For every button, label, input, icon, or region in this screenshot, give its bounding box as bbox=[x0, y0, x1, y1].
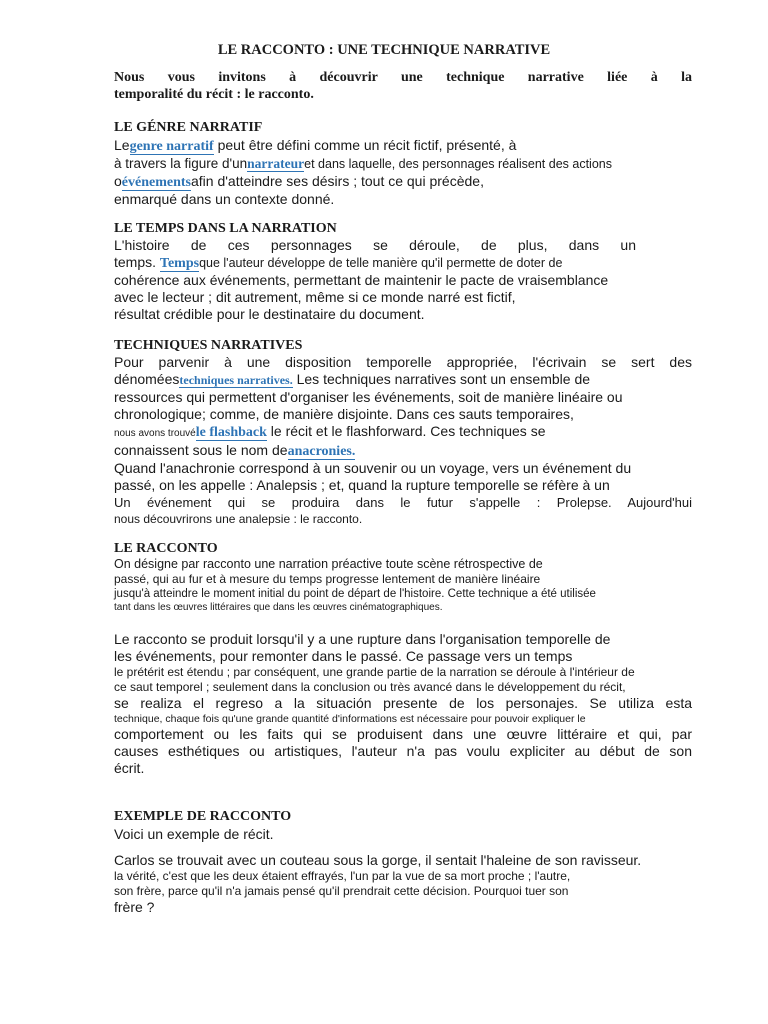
section-techniques bbox=[114, 338, 692, 528]
flashback-link[interactable]: le flashback bbox=[195, 425, 267, 440]
text-run: et dans laquelle, des personnages réalisent des actions bbox=[304, 157, 612, 171]
section-heading: LE TEMPS DANS LA NARRATION bbox=[114, 221, 337, 236]
evenements-link[interactable]: événements bbox=[121, 175, 191, 190]
body-line: son frère, parce qu'il n'a jamais pensé qu'il prendrait cette décision. Pourquoi tuer son bbox=[114, 884, 569, 898]
body-line: comportement ou les faits qui se produisent dans une œuvre littéraire et qui, par bbox=[114, 726, 692, 742]
body-line: L'histoire de ces personnages se déroule, de plus, dans un bbox=[114, 237, 636, 253]
temps-link[interactable]: Temps bbox=[159, 256, 200, 271]
body-line bbox=[114, 173, 692, 191]
body-line: enmarqué dans un contexte donné. bbox=[114, 191, 335, 207]
body-line: Pour parvenir à une disposition temporelle appropriée, l'écrivain se sert des bbox=[114, 354, 692, 370]
body-line: cohérence aux événements, permettant de maintenir le pacte de vraisemblance bbox=[114, 272, 609, 288]
body-line: passé, qui au fur et à mesure du temps progresse lentement de manière linéaire bbox=[114, 572, 541, 586]
section-body bbox=[114, 354, 692, 528]
body-line: causes esthétiques ou artistiques, l'auteur n'a pas voulu expliciter au début de son bbox=[114, 743, 692, 759]
section-body bbox=[114, 826, 692, 916]
section-racconto bbox=[114, 541, 692, 777]
text-run: o bbox=[114, 173, 122, 189]
intro-paragraph bbox=[114, 69, 692, 103]
text-run: le récit et le flashforward. Ces techniques se bbox=[266, 423, 546, 439]
body-line: Un événement qui se produira dans le futur s'appelle : Prolepse. Aujourd'hui bbox=[114, 495, 692, 510]
section-body bbox=[114, 557, 692, 614]
body-line: Voici un exemple de récit. bbox=[114, 826, 274, 842]
text-run: que l'auteur développe de telle manière qu'il permette de doter de bbox=[199, 256, 563, 270]
body-line: écrit. bbox=[114, 760, 145, 776]
section-heading: TECHNIQUES NARRATIVES bbox=[114, 338, 303, 353]
body-line bbox=[114, 423, 692, 442]
body-line: se realiza el regreso a la situación presente de los personajes. Se utiliza esta bbox=[114, 695, 692, 711]
section-body bbox=[114, 137, 692, 208]
body-line: Quand l'anachronie correspond à un souvenir ou un voyage, vers un événement du bbox=[114, 460, 632, 476]
text-run: afin d'atteindre ses désirs ; tout ce qui précède, bbox=[191, 173, 484, 189]
body-line: On désigne par racconto une narration préactive toute scène rétrospective de bbox=[114, 557, 543, 571]
body-line: passé, on les appelle : Analepsis ; et, quand la rupture temporelle se réfère à un bbox=[114, 477, 610, 493]
body-line bbox=[114, 371, 692, 389]
text-run: connaissent sous le nom de bbox=[114, 442, 288, 458]
section-heading: EXEMPLE DE RACCONTO bbox=[114, 809, 292, 824]
body-line: nous découvrirons une analepsie : le racconto. bbox=[114, 512, 363, 526]
body-line: chronologique; comme, de manière disjointe. Dans ces sauts temporaires, bbox=[114, 406, 574, 422]
text-run: temps. bbox=[114, 254, 160, 270]
section-heading: LE RACCONTO bbox=[114, 541, 218, 556]
intro-line-2: temporalité du récit : le racconto. bbox=[114, 87, 314, 102]
genre-narratif-link[interactable]: genre narratif bbox=[129, 139, 214, 154]
body-line bbox=[114, 442, 692, 460]
body-line: ce saut temporel ; seulement dans la conclusion ou très avancé dans le développement du récit, bbox=[114, 680, 626, 694]
body-line bbox=[114, 137, 692, 155]
text-run: nous avons trouvé bbox=[114, 428, 196, 439]
body-line bbox=[114, 254, 692, 272]
body-line: Le racconto se produit lorsqu'il y a une rupture dans l'organisation temporelle de bbox=[114, 631, 611, 647]
body-line: ressources qui permettent d'organiser les événements, soit de manière linéaire ou bbox=[114, 389, 623, 405]
section-body bbox=[114, 237, 692, 323]
body-line: la vérité, c'est que les deux étaient effrayés, l'un par la vue de sa mort proche ; l'autre, bbox=[114, 869, 571, 883]
text-run: dénomées bbox=[114, 371, 180, 387]
section-heading: LE GÉNRE NARRATIF bbox=[114, 120, 263, 135]
text-run: Le bbox=[114, 137, 130, 153]
section-genre-narratif bbox=[114, 120, 692, 208]
text-run: à travers la figure d'un bbox=[114, 156, 248, 171]
body-line: résultat crédible pour le destinataire du document. bbox=[114, 306, 425, 322]
text-run: peut être défini comme un récit fictif, présenté, à bbox=[213, 137, 517, 153]
body-line: Carlos se trouvait avec un couteau sous la gorge, il sentait l'haleine de son ravisseur. bbox=[114, 852, 642, 868]
intro-line-1: Nous vous invitons à découvrir une technique narrative liée à la bbox=[114, 70, 692, 85]
document-title: LE RACCONTO : UNE TECHNIQUE NARRATIVE bbox=[217, 42, 551, 58]
body-line bbox=[114, 155, 692, 173]
body-line: jusqu'à atteindre le moment initial du point de départ de l'histoire. Cette technique a été utilisée bbox=[114, 588, 596, 600]
section-temps bbox=[114, 221, 692, 323]
body-line: le prétérit est étendu ; par conséquent, une grande partie de la narration se déroule à l'intérieur de bbox=[114, 665, 635, 679]
section-exemple bbox=[114, 809, 692, 916]
body-line: tant dans les œuvres littéraires que dans les œuvres cinématographiques. bbox=[114, 602, 443, 613]
body-line: les événements, pour remonter dans le passé. Ce passage vers un temps bbox=[114, 648, 573, 664]
techniques-narratives-link[interactable]: techniques narratives. bbox=[179, 373, 293, 387]
racconto-paragraph-2 bbox=[114, 631, 692, 777]
narrateur-link[interactable]: narrateur bbox=[247, 156, 305, 171]
body-line: avec le lecteur ; dit autrement, même si ce monde narré est fictif, bbox=[114, 289, 516, 305]
body-line: frère ? bbox=[114, 899, 155, 915]
text-run: Les techniques narratives sont un ensemble de bbox=[292, 371, 591, 387]
body-line: technique, chaque fois qu'une grande quantité d'informations est nécessaire pour pouvoir expliquer le bbox=[114, 713, 586, 725]
anacronies-link[interactable]: anacronies. bbox=[287, 444, 356, 459]
